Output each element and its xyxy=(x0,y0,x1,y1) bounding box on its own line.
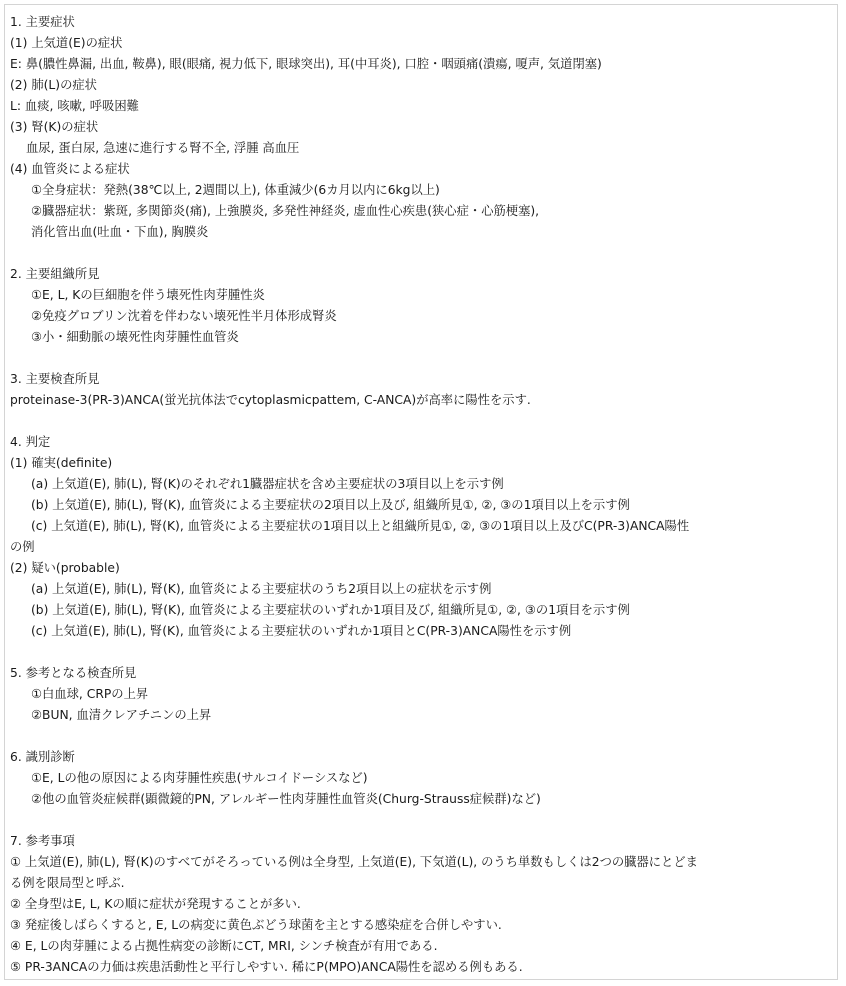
spacer xyxy=(10,411,832,432)
section-7-heading: 7. 参考事項 xyxy=(10,834,75,848)
subsection-kidney: (3) 腎(K)の症状 xyxy=(10,120,99,134)
note-3: ③ 発症後しばらくすると, E, Lの病変に黄色ぶどう球菌を主とする感染症を合併しやすい. xyxy=(10,918,502,932)
subsection-lung: (2) 肺(L)の症状 xyxy=(10,78,97,92)
definite-criterion-c: (c) 上気道(E), 肺(L), 腎(K), 血管炎による主要症状の1項目以上と組織所見①, ②, ③の1項目以上及びC(PR-3)ANCA陽性 xyxy=(31,519,690,533)
systemic-symptoms: ①全身症状：発熱(38℃以上, 2週間以上), 体重減少(6カ月以内に6kg以上) xyxy=(31,183,440,197)
spacer xyxy=(10,348,832,369)
differential-item-1: ①E, Lの他の原因による肉芽腫性疾患(サルコイドーシスなど) xyxy=(31,771,368,785)
definite-criterion-a: (a) 上気道(E), 肺(L), 腎(K)のそれぞれ1臓器症状を含め主要症状の3項目以上を示す例 xyxy=(31,477,504,491)
definite-criterion-b: (b) 上気道(E), 肺(L), 腎(K), 血管炎による主要症状の2項目以上及び, 組織所見①, ②, ③の1項目以上を示す例 xyxy=(31,498,630,512)
reference-lab-item-2: ②BUN, 血清クレアチニンの上昇 xyxy=(31,708,212,722)
subsection-vasculitis: (4) 血管炎による症状 xyxy=(10,162,130,176)
organ-symptoms-continued: 消化管出血(吐血・下血), 胸膜炎 xyxy=(31,225,209,239)
note-1: ① 上気道(E), 肺(L), 腎(K)のすべてがそろっている例は全身型, 上気道(E), 下気道(L), のうち単数もしくは2つの臓器にとどま xyxy=(10,855,698,869)
reference-lab-item-1: ①白血球, CRPの上昇 xyxy=(31,687,149,701)
differential-item-2: ②他の血管炎症候群(顕微鏡的PN, アレルギー性肉芽腫性血管炎(Churg-Strauss症候群)など) xyxy=(31,792,541,806)
histology-item-1: ①E, L, Kの巨細胞を伴う壊死性肉芽腫性炎 xyxy=(31,288,265,302)
section-1-heading: 1. 主要症状 xyxy=(10,15,75,29)
section-2-heading: 2. 主要組織所見 xyxy=(10,267,100,281)
subsection-upper-airway: (1) 上気道(E)の症状 xyxy=(10,36,123,50)
note-5: ⑤ PR-3ANCAの力価は疾患活動性と平行しやすい. 稀にP(MPO)ANCA陽性を認める例もある. xyxy=(10,960,523,974)
spacer xyxy=(10,726,832,747)
histology-item-2: ②免疫グロブリン沈着を伴わない壊死性半月体形成腎炎 xyxy=(31,309,337,323)
probable-heading: (2) 疑い(probable) xyxy=(10,561,120,575)
lab-finding: proteinase-3(PR-3)ANCA(蛍光抗体法でcytoplasmicpattem, C-ANCA)が高率に陽性を示す. xyxy=(10,393,531,407)
definite-heading: (1) 確実(definite) xyxy=(10,456,113,470)
note-4: ④ E, Lの肉芽腫による占拠性病変の診断にCT, MRI, シンチ検査が有用である. xyxy=(10,939,438,953)
upper-airway-symptoms: E: 鼻(膿性鼻漏, 出血, 鞍鼻), 眼(眼痛, 視力低下, 眼球突出), 耳(中耳炎), 口腔・咽頭痛(潰瘍, 嗄声, 気道閉塞) xyxy=(10,57,602,71)
definite-criterion-c-continued: の例 xyxy=(10,540,35,554)
section-5-heading: 5. 参考となる検査所見 xyxy=(10,666,137,680)
note-2: ② 全身型はE, L, Kの順に症状が発現することが多い. xyxy=(10,897,301,911)
spacer xyxy=(10,810,832,831)
lung-symptoms: L: 血痰, 咳嗽, 呼吸困難 xyxy=(10,99,139,113)
probable-criterion-c: (c) 上気道(E), 肺(L), 腎(K), 血管炎による主要症状のいずれか1項目とC(PR-3)ANCA陽性を示す例 xyxy=(31,624,572,638)
histology-item-3: ③小・細動脈の壊死性肉芽腫性血管炎 xyxy=(31,330,239,344)
spacer xyxy=(10,642,832,663)
kidney-symptoms: 血尿, 蛋白尿, 急速に進行する腎不全, 浮腫 高血圧 xyxy=(26,141,300,155)
probable-criterion-b: (b) 上気道(E), 肺(L), 腎(K), 血管炎による主要症状のいずれか1項目及び, 組織所見①, ②, ③の1項目を示す例 xyxy=(31,603,630,617)
probable-criterion-a: (a) 上気道(E), 肺(L), 腎(K), 血管炎による主要症状のうち2項目以上の症状を示す例 xyxy=(31,582,492,596)
criteria-text xyxy=(10,12,832,978)
section-3-heading: 3. 主要検査所見 xyxy=(10,372,100,386)
note-1-continued: る例を限局型と呼ぶ. xyxy=(10,876,125,890)
document-panel xyxy=(4,4,838,980)
spacer xyxy=(10,243,832,264)
section-4-heading: 4. 判定 xyxy=(10,435,51,449)
section-6-heading: 6. 識別診断 xyxy=(10,750,75,764)
organ-symptoms: ②臓器症状：紫斑, 多関節炎(痛), 上強膜炎, 多発性神経炎, 虚血性心疾患(狭心症・心筋梗塞), xyxy=(31,204,540,218)
